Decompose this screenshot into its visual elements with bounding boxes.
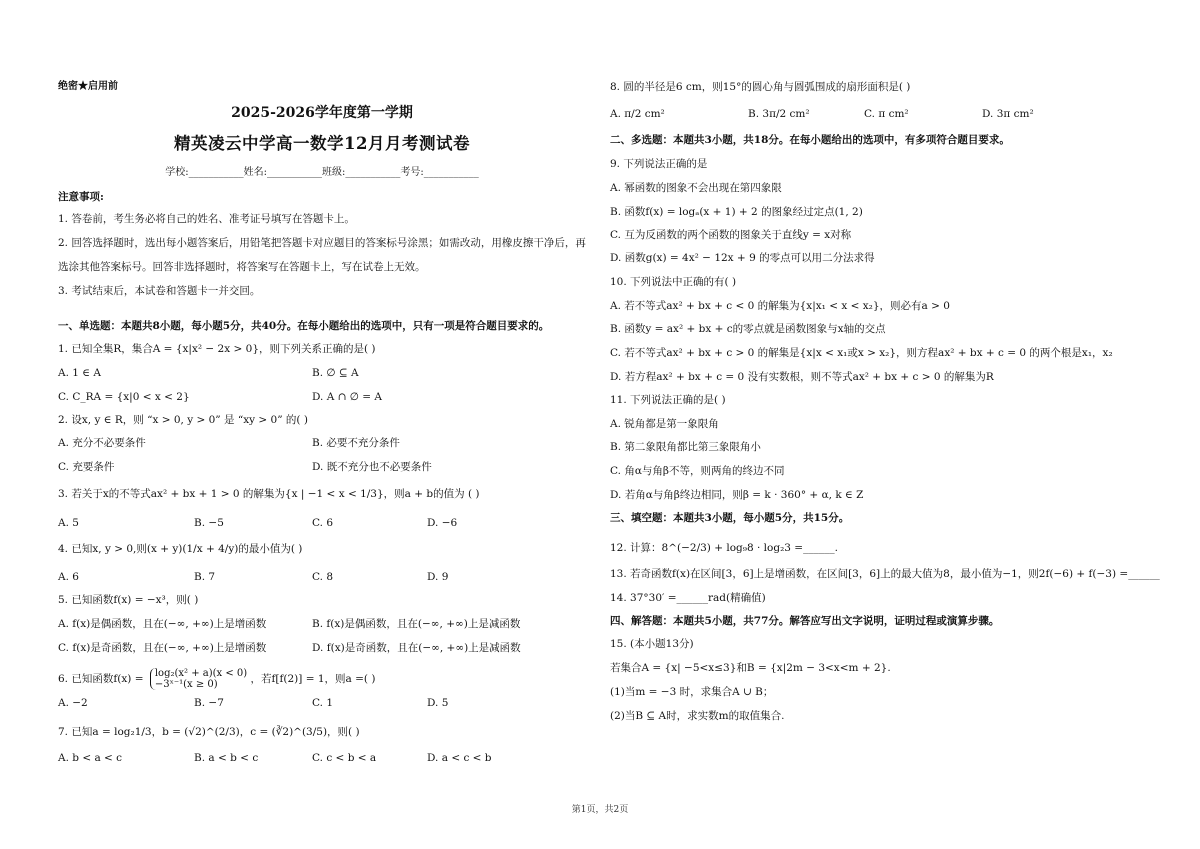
question-2-option-d: D. 既不充分也不必要条件 (312, 461, 432, 473)
question-10-option-d: D. 若方程ax² + bx + c = 0 没有实数根，则不等式ax² + bx + c > 0 的解集为R (610, 371, 994, 383)
notice-heading: 注意事项: (58, 191, 104, 203)
question-13: 13. 若奇函数f(x)在区间[3，6]上是增函数，在区间[3，6]上的最大值为8，最小值为−1，则2f(−6) + f(−3) =______ (610, 568, 1160, 580)
section-4-heading: 四、解答题：本题共5小题，共77分。解答应写出文字说明，证明过程或演算步骤。 (610, 615, 1000, 627)
section-1-heading: 一、单选题：本题共8小题，每小题5分，共40分。在每小题给出的选项中，只有一项是符合题目要求的。 (58, 320, 550, 332)
question-5-stem: 5. 已知函数f(x) = −x³，则( ) (58, 594, 199, 606)
question-7-option-c: C. c < b < a (312, 752, 377, 764)
question-4-option-d: D. 9 (427, 571, 449, 583)
question-10-option-c: C. 若不等式ax² + bx + c > 0 的解集是{x|x < x₁或x > x₂}，则方程ax² + bx + c = 0 的两个根是x₁，x₂ (610, 347, 1113, 359)
question-14: 14. 37°30′ =______rad(精确值) (610, 592, 766, 604)
question-15-part-2: (2)当B ⊆ A时，求实数m的取值集合. (610, 710, 785, 722)
question-1-option-b: B. ∅ ⊆ A (312, 367, 359, 379)
question-7-option-d: D. a < c < b (427, 752, 492, 764)
question-8-option-d: D. 3π cm² (982, 108, 1034, 120)
question-5-option-b: B. f(x)是偶函数，且在(−∞, +∞)上是减函数 (312, 618, 521, 630)
question-4-option-a: A. 6 (58, 571, 79, 583)
question-8-option-c: C. π cm² (864, 108, 909, 120)
question-1-option-a: A. 1 ∈ A (58, 367, 101, 379)
question-2-option-c: C. 充要条件 (58, 461, 115, 473)
section-3-heading: 三、填空题：本题共3小题，每小题5分，共15分。 (610, 512, 850, 524)
question-10-option-b: B. 函数y = ax² + bx + c的零点就是函数图象与x轴的交点 (610, 323, 886, 335)
piecewise-brace (150, 668, 247, 690)
question-6-option-d: D. 5 (427, 697, 449, 709)
student-info-line: 学校:___________姓名:___________班级:___________考号:___________ (165, 167, 479, 178)
confidential-mark: 绝密★启用前 (58, 81, 118, 92)
question-3-option-a: A. 5 (58, 517, 79, 529)
exam-title: 精英凌云中学高一数学12月月考测试卷 (174, 134, 470, 153)
question-12: 12. 计算：8^(−2/3) + log₉8 · log₂3 =______. (610, 542, 838, 554)
term-heading: 2025-2026学年度第一学期 (231, 105, 413, 121)
question-1-option-c: C. C_RA = {x|0 < x < 2} (58, 391, 190, 403)
question-6-option-c: C. 1 (312, 697, 334, 709)
question-10-stem: 10. 下列说法中正确的有( ) (610, 276, 737, 288)
question-11-option-d: D. 若角α与角β终边相同，则β = k · 360° + α, k ∈ Z (610, 489, 864, 501)
question-11-stem: 11. 下列说法正确的是( ) (610, 394, 726, 406)
question-2-option-a: A. 充分不必要条件 (58, 437, 146, 449)
question-15-part-1: (1)当m = −3 时，求集合A ∪ B； (610, 686, 774, 698)
section-2-heading: 二、多选题：本题共3小题，共18分。在每小题给出的选项中，有多项符合题目要求。 (610, 134, 1010, 146)
question-6-stem-start: 6. 已知函数f(x) = (58, 673, 144, 685)
question-11-option-c: C. 角α与角β不等，则两角的终边不同 (610, 465, 785, 477)
question-11-option-b: B. 第二象限角都比第三象限角小 (610, 441, 761, 453)
question-7-stem: 7. 已知a = log₂1/3，b = (√2)^(2/3)，c = (∛2)^(3/5)，则( ) (58, 726, 360, 738)
question-3-stem: 3. 若关于x的不等式ax² + bx + 1 > 0 的解集为{x | −1 < x < 1/3}，则a + b的值为 ( ) (58, 488, 480, 500)
question-3-option-d: D. −6 (427, 517, 458, 529)
question-9-option-d: D. 函数g(x) = 4x² − 12x + 9 的零点可以用二分法求得 (610, 252, 875, 264)
notice-item: 选涂其他答案标号。回答非选择题时，将答案写在答题卡上，写在试卷上无效。 (58, 261, 426, 273)
notice-item: 2. 回答选择题时，选出每小题答案后，用铅笔把答题卡对应题目的答案标号涂黑；如需改动，用橡皮擦干净后，再 (58, 237, 586, 249)
page-footer: 第1页，共2页 (571, 805, 629, 815)
question-6-option-a: A. −2 (58, 697, 88, 709)
question-8-option-a: A. π/2 cm² (610, 108, 665, 120)
question-6-stem (58, 668, 375, 690)
question-5-option-a: A. f(x)是偶函数，且在(−∞, +∞)上是增函数 (58, 618, 267, 630)
question-5-option-c: C. f(x)是奇函数，且在(−∞, +∞)上是增函数 (58, 642, 267, 654)
question-11-option-a: A. 锐角都是第一象限角 (610, 418, 719, 430)
question-6-stem-end: ，若f[f(2)] = 1，则a =( ) (250, 673, 376, 685)
question-4-option-b: B. 7 (194, 571, 216, 583)
question-10-option-a: A. 若不等式ax² + bx + c < 0 的解集为{x|x₁ < x < x₂}，则必有a > 0 (610, 300, 950, 312)
question-8-option-b: B. 3π/2 cm² (748, 108, 810, 120)
notice-item: 1. 答卷前，考生务必将自己的姓名、准考证号填写在答题卡上。 (58, 213, 355, 225)
question-15-stem: 若集合A = {x| −5<x≤3}和B = {x|2m − 3<x<m + 2}. (610, 662, 891, 674)
question-9-stem: 9. 下列说法正确的是 (610, 158, 708, 170)
notice-item: 3. 考试结束后，本试卷和答题卡一并交回。 (58, 285, 261, 297)
question-7-option-b: B. a < b < c (194, 752, 259, 764)
question-4-stem: 4. 已知x, y > 0,则(x + y)(1/x + 4/y)的最小值为( ) (58, 543, 303, 555)
piecewise-case-2: −3ˣ⁻¹(x ≥ 0) (154, 679, 218, 690)
question-1-stem: 1. 已知全集R，集合A = {x|x² − 2x > 0}，则下列关系正确的是( ) (58, 343, 376, 355)
question-7-option-a: A. b < a < c (58, 752, 123, 764)
question-4-option-c: C. 8 (312, 571, 334, 583)
question-6-option-b: B. −7 (194, 697, 224, 709)
question-15-head: 15. (本小题13分) (610, 638, 694, 650)
question-8-stem: 8. 圆的半径是6 cm，则15°的圆心角与圆弧围成的扇形面积是( ) (610, 81, 911, 93)
question-3-option-b: B. −5 (194, 517, 224, 529)
question-2-stem: 2. 设x, y ∈ R，则 “x > 0, y > 0” 是 “xy > 0” 的( ) (58, 414, 308, 426)
question-9-option-c: C. 互为反函数的两个函数的图象关于直线y = x对称 (610, 229, 852, 241)
question-2-option-b: B. 必要不充分条件 (312, 437, 400, 449)
question-3-option-c: C. 6 (312, 517, 334, 529)
question-5-option-d: D. f(x)是奇函数，且在(−∞, +∞)上是减函数 (312, 642, 521, 654)
question-9-option-a: A. 幂函数的图象不会出现在第四象限 (610, 182, 782, 194)
question-9-option-b: B. 函数f(x) = logₐ(x + 1) + 2 的图象经过定点(1, 2) (610, 206, 863, 218)
piecewise-case-1: log₂(x² + a)(x < 0) (154, 668, 248, 679)
question-1-option-d: D. A ∩ ∅ = A (312, 391, 382, 403)
